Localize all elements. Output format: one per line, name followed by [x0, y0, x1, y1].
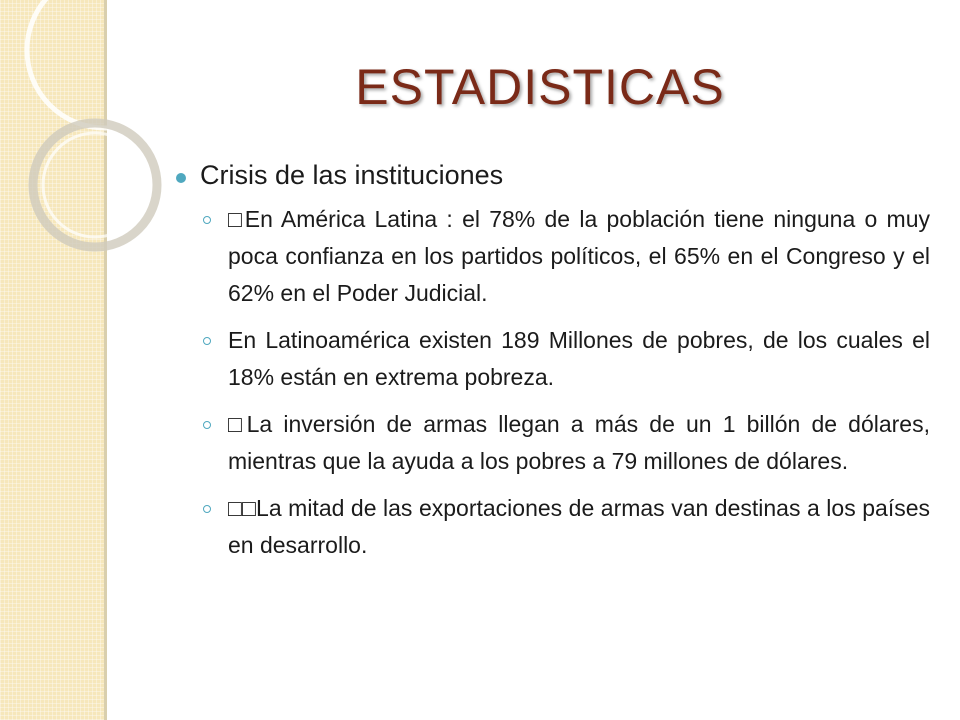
ring-bullet-icon	[203, 337, 211, 345]
list-item	[176, 406, 930, 480]
list-item-text: □□La mitad de las exportaciones de armas van destinas a los países en desarrollo.	[228, 495, 930, 558]
list-item-text: □La inversión de armas llegan a más de un 1 billón de dólares, mientras que la ayuda a los pobres a 79 millones de dólares.	[228, 411, 930, 474]
bullet-heading	[176, 160, 930, 191]
decorative-side-band	[0, 0, 106, 720]
list-item-text: □En América Latina : el 78% de la población tiene ninguna o muy poca confianza en los partidos políticos, el 65% en el Congreso y el 62% en el Poder Judicial.	[228, 206, 930, 306]
slide-content	[176, 160, 930, 574]
bullet-dot-icon	[176, 173, 186, 183]
ring-bullet-icon	[203, 216, 211, 224]
list-item	[176, 201, 930, 312]
list-item-text: En Latinoamérica existen 189 Millones de pobres, de los cuales el 18% están en extrema pobreza.	[228, 327, 930, 390]
side-band-divider	[104, 0, 107, 720]
list-item	[176, 490, 930, 564]
list-item	[176, 322, 930, 396]
ring-bullet-icon	[203, 421, 211, 429]
slide-title: ESTADISTICAS	[355, 59, 725, 115]
sub-bullet-list	[176, 201, 930, 564]
ring-bullet-icon	[203, 505, 211, 513]
heading-text: Crisis de las instituciones	[200, 160, 504, 190]
